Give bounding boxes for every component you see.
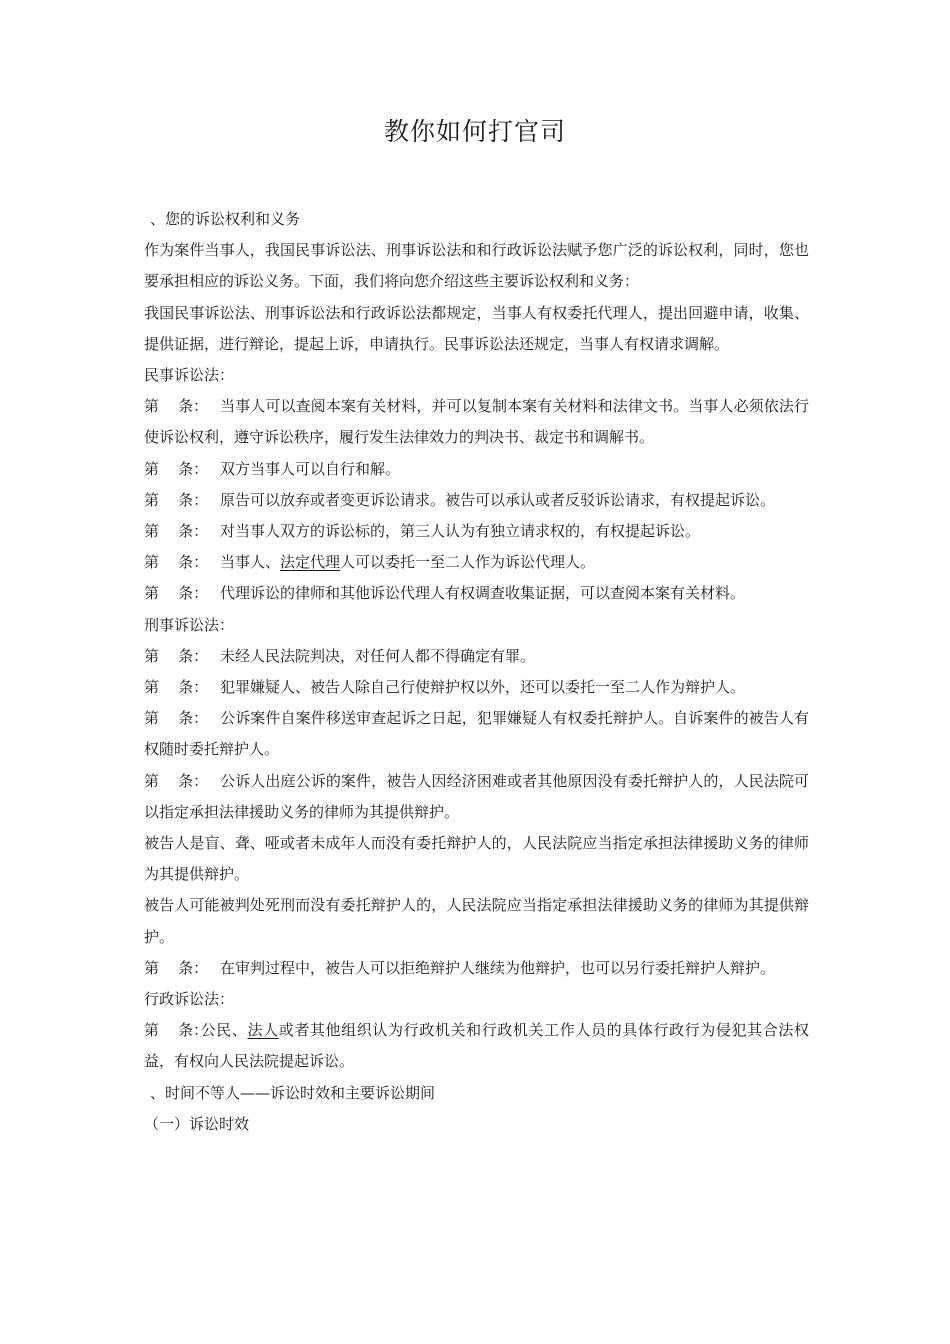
article-label: 第 条： (144, 646, 209, 665)
article-text: 公诉案件自案件移送审查起诉之日起，犯罪嫌疑人有权委托辩护人。自诉案件的被告人有权随时委托辩护人。 (144, 709, 809, 759)
article-label: 第 条： (144, 1021, 209, 1040)
article-text: 公诉人出庭公诉的案件，被告人因经济困难或者其他原因没有委托辩护人的，人民法院可以指定承担法律援助义务的律师为其提供辩护。 (144, 771, 809, 821)
article-label: 第 条： (144, 397, 209, 416)
criminal-article-3 (144, 703, 809, 765)
article-label: 第 条： (144, 553, 209, 572)
article-text: 公民、 (200, 1021, 248, 1040)
civil-article-2 (144, 454, 809, 485)
subheading-criminal-procedure: 刑事诉讼法： (144, 615, 235, 634)
paragraph-intro-2: 我国民事诉讼法、刑事诉讼法和行政诉讼法都规定，当事人有权委托代理人，提出回避申请，收集、提供证据，进行辩论，提起上诉，申请执行。民事诉讼法还规定，当事人有权请求调解。 (144, 303, 809, 353)
article-text: 当事人可以查阅本案有关材料，并可以复制本案有关材料和法律文书。当事人必须依法行使诉讼权利，遵守诉讼秩序，履行发生法律效力的判决书、裁定书和调解书。 (144, 397, 809, 447)
article-text: 在审判过程中，被告人可以拒绝辩护人继续为他辩护，也可以另行委托辩护人辩护。 (220, 958, 776, 977)
subsection-heading-limitation: （一）诉讼时效 (144, 1114, 250, 1133)
criminal-paragraph-5: 被告人是盲、聋、哑或者未成年人而没有委托辩护人的，人民法院应当指定承担法律援助义务的律师为其提供辩护。 (144, 834, 809, 884)
article-label: 第 条： (144, 584, 209, 603)
admin-article-1 (144, 1015, 809, 1077)
article-text: 或者其他组织认为行政机关和行政机关工作人员的具体行政行为侵犯其合法权益，有权向人民法院提起诉讼。 (144, 1021, 809, 1071)
article-label: 第 条： (144, 958, 209, 977)
article-label: 第 条： (144, 522, 209, 541)
document-body (144, 204, 809, 1140)
paragraph-intro-1: 作为案件当事人，我国民事诉讼法、刑事诉讼法和和行政诉讼法赋予您广泛的诉讼权利，同时，您也要承担相应的诉讼义务。下面，我们将向您介绍这些主要诉讼权利和义务： (144, 241, 809, 291)
article-text: 对当事人双方的诉讼标的，第三人认为有独立请求权的，有权提起诉讼。 (220, 522, 701, 541)
article-label: 第 条： (144, 771, 209, 790)
subheading-administrative-procedure: 行政诉讼法： (144, 990, 235, 1009)
criminal-article-4 (144, 766, 809, 828)
article-text: 原告可以放弃或者变更诉讼请求。被告可以承认或者反驳诉讼请求，有权提起诉讼。 (220, 490, 776, 509)
link-legal-agent[interactable]: 法定代理 (280, 553, 341, 572)
civil-article-6 (144, 578, 809, 609)
article-text: 代理诉讼的律师和其他诉讼代理人有权调查收集证据，可以查阅本案有关材料。 (220, 584, 746, 603)
article-text: 未经人民法院判决，对任何人都不得确定有罪。 (220, 646, 536, 665)
link-legal-person[interactable]: 法人 (247, 1021, 279, 1040)
article-label: 第 条： (144, 490, 209, 509)
article-text: 人可以委托一至二人作为诉讼代理人。 (340, 553, 596, 572)
page-title: 教你如何打官司 (383, 117, 566, 146)
article-text: 犯罪嫌疑人、被告人除自己行使辩护权以外，还可以委托一至二人作为辩护人。 (220, 678, 746, 697)
section-heading-time-limits: 、时间不等人——诉讼时效和主要诉讼期间 (150, 1083, 436, 1102)
article-label: 第 条： (144, 709, 209, 728)
civil-article-3 (144, 485, 809, 516)
article-text: 当事人、 (220, 553, 281, 572)
civil-article-4 (144, 516, 809, 547)
article-label: 第 条： (144, 678, 209, 697)
article-text: 双方当事人可以自行和解。 (220, 459, 401, 478)
criminal-paragraph-6: 被告人可能被判处死刑而没有委托辩护人的，人民法院应当指定承担法律援助义务的律师为其提供辩护。 (144, 896, 809, 946)
civil-article-1 (144, 391, 809, 453)
section-heading-rights: 、您的诉讼权利和义务 (150, 210, 301, 228)
subheading-civil-procedure: 民事诉讼法： (144, 366, 235, 385)
civil-article-5 (144, 547, 809, 578)
criminal-article-1 (144, 641, 809, 672)
article-label: 第 条： (144, 459, 209, 478)
criminal-article-2 (144, 672, 809, 703)
criminal-article-7 (144, 953, 809, 984)
